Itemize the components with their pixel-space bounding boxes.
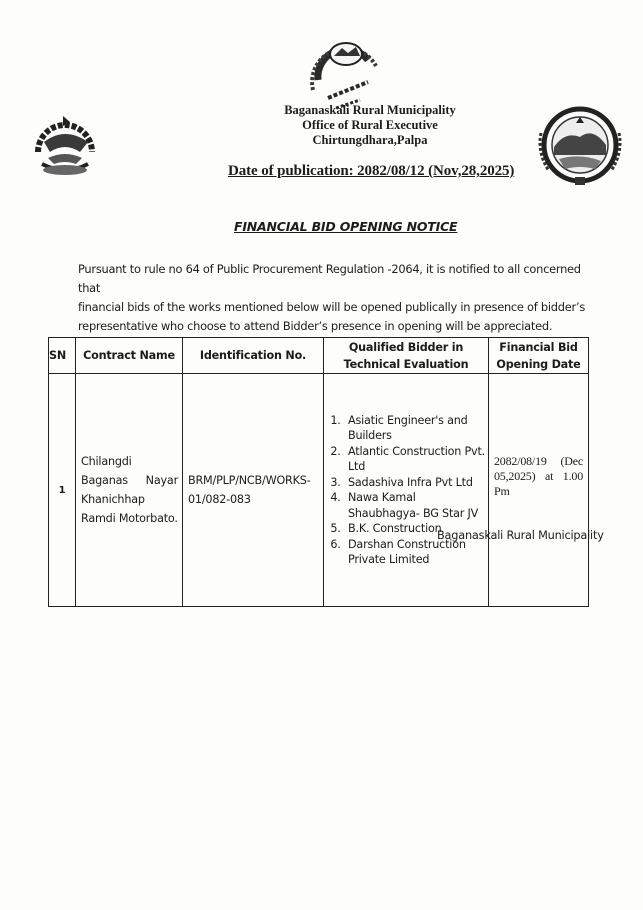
nepal-emblem-icon [30,112,100,178]
notice-intro [78,260,598,336]
cell-sn: 1 [49,374,76,607]
bidder-item: 1. Asiatic Engineer's and Builders [344,413,488,444]
bidder-item: 4. Nawa Kamal Shaubhagya- BG Star JV [344,490,488,521]
cell-bidders [324,374,489,607]
cell-contract-name: Chilangdi Baganas Nayar Khanichhap Ramdi Motorbato. [76,374,183,607]
letterhead [280,103,460,148]
bidder-item: 2. Atlantic Construction Pvt. Ltd [344,444,488,475]
header-bidders: Qualified Bidder in Technical Evaluation [324,338,489,374]
bidder-item: 5. B.K. Construction [344,521,488,537]
office-location: Chirtungdhara,Palpa [312,133,428,147]
intro-line: Pursuant to rule no 64 of Public Procurement Regulation -2064, it is notified to all concerned that [78,262,581,295]
municipality-logo-icon [535,103,625,189]
office-seal-icon [298,40,388,112]
bidder-list [324,413,488,568]
bid-table [48,337,589,607]
intro-line: financial bids of the works mentioned below will be opened publically in presence of bidder’s [78,300,586,314]
intro-line: representative who choose to attend Bidder’s presence in opening will be appreciated. [78,319,553,333]
table-header-row [49,338,589,374]
bidder-item: 3. Sadashiva Infra Pvt Ltd [344,475,488,491]
publication-date: Date of publication: 2082/08/12 (Nov,28,2025) [228,163,515,179]
header-opening-date: Financial Bid Opening Date [489,338,589,374]
bidder-item: 6. Darshan Construction Private Limited [344,537,488,568]
office-name: Office of Rural Executive [302,118,438,132]
cell-opening-date: 2082/08/19 (Dec 05,2025) at 1.00 Pm [489,374,589,607]
notice-title: FINANCIAL BID OPENING NOTICE [234,219,458,234]
header-sn: SN [49,338,76,374]
header-identification: Identification No. [183,338,324,374]
org-name: Baganaskali Rural Municipality [284,103,456,117]
table-row [49,374,589,607]
cell-identification: BRM/PLP/NCB/WORKS-01/082-083 [183,374,324,607]
header-contract-name: Contract Name [76,338,183,374]
footer-signature: Baganaskali Rural Municipality [437,529,604,542]
